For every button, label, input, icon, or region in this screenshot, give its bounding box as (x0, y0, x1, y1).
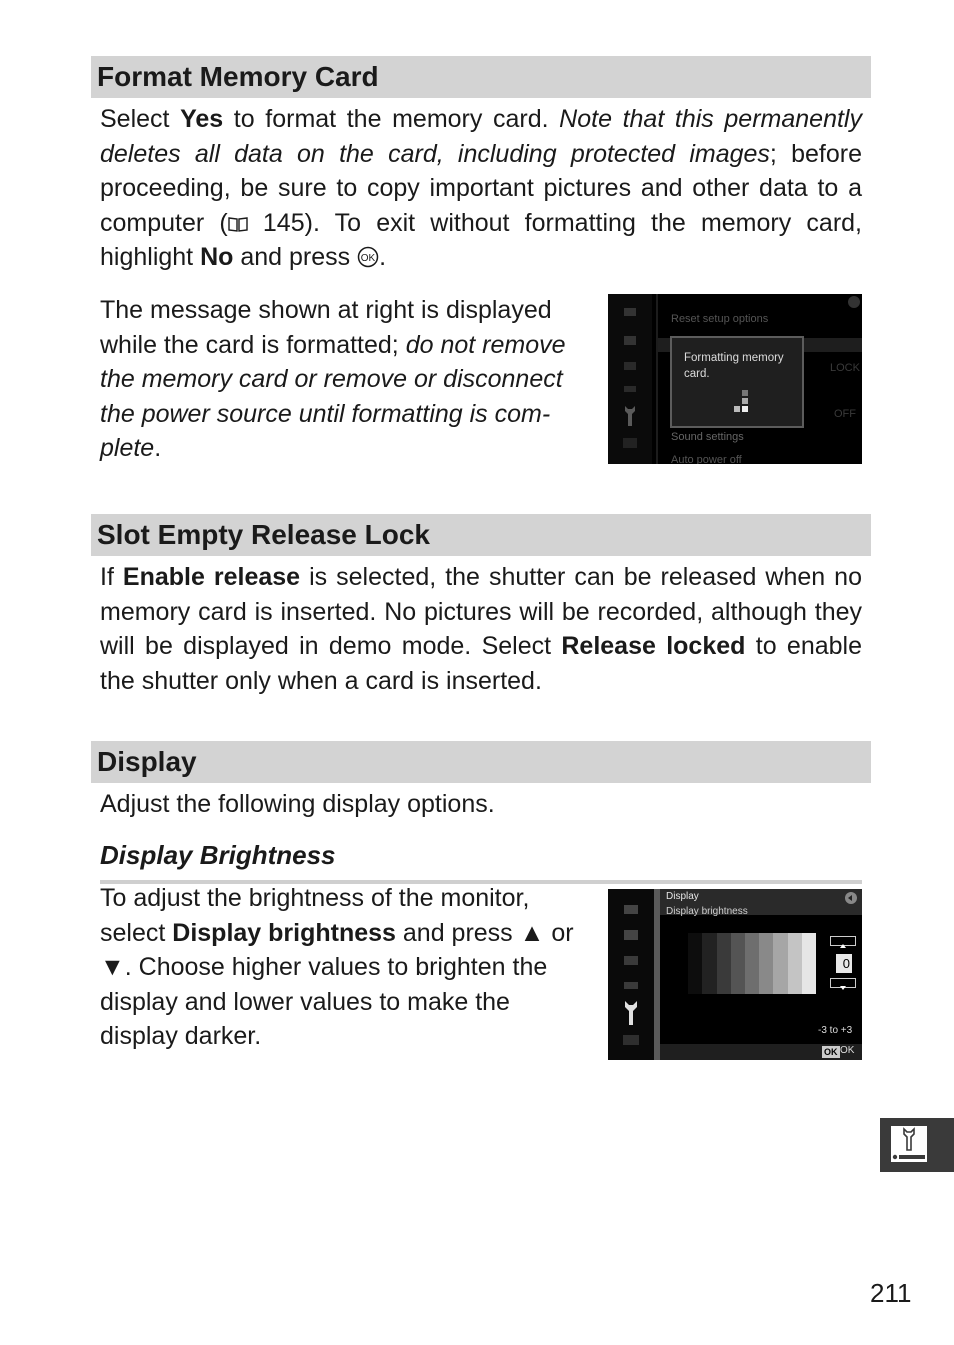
text: ). To exit without formatting the memory card, highlight (100, 208, 862, 272)
option-display-brightness: Display brightness (172, 918, 396, 947)
display-brightness-screen-image (608, 889, 862, 1060)
text: . (154, 434, 162, 463)
brightness-value: 0 (836, 954, 852, 973)
text: to enable the shutter only when a card is inserted. (100, 632, 862, 695)
menu-item-auto-power: Auto power off (671, 454, 742, 464)
menu-value-lock: LOCK (830, 362, 860, 374)
wrench-icon (623, 406, 637, 426)
ok-badge-icon: OK (824, 1047, 838, 1057)
down-arrow-icon: ▼ (100, 953, 125, 982)
movie-icon (624, 362, 636, 370)
increase-arrow-icon (830, 936, 856, 946)
movie-icon (624, 956, 638, 965)
option-release-locked: Release locked (561, 632, 746, 661)
text: The message shown at right is displayed while the card is formatted; (100, 296, 552, 359)
back-icon (844, 891, 858, 905)
option-no: No (200, 243, 234, 272)
text: to format the memory card. (223, 105, 560, 133)
format-paragraph (100, 102, 862, 275)
section-heading-slot-empty: Slot Empty Release Lock (91, 514, 871, 556)
menu-item-sound: Sound settings (671, 431, 744, 443)
screen-title: Display (666, 891, 699, 902)
subheading-display-brightness: Display Brightness (100, 840, 862, 884)
slot-empty-paragraph (100, 560, 862, 698)
warning-text: do not remove the memory card or remove or disconnect the power source until formatting is com-plete (100, 330, 566, 463)
playback-icon (624, 905, 638, 914)
menu-value-off: OFF (834, 408, 856, 420)
text: To adjust the brightness of the monitor, select (100, 884, 530, 947)
section-heading-display: Display (91, 741, 871, 783)
page-reference[interactable]: 145 (262, 208, 305, 237)
chapter-tab (880, 1118, 954, 1172)
text: is selected, the shutter can be released when no memory card is inserted. No pictures will be recorded, although they will be displayed in demo mode. Select (100, 563, 862, 661)
help-icon (848, 296, 860, 308)
svg-text:OK: OK (360, 253, 376, 265)
dialog-message: Formatting memory card. (684, 352, 784, 380)
ok-label: OK (840, 1045, 855, 1056)
network-icon (623, 438, 637, 448)
wrench-icon (623, 1001, 639, 1025)
section-heading-format: Format Memory Card (91, 56, 871, 98)
camera-icon (624, 336, 636, 345)
format-note-paragraph (100, 293, 592, 466)
text: and press (395, 918, 520, 947)
ok-button-icon (357, 243, 379, 265)
setup-wrench-icon (891, 1126, 927, 1162)
text: and press (233, 243, 358, 272)
text: . Choose higher values to brighten the display and lower values to make the display darker. (100, 953, 548, 1051)
range-label: -3 to +3 (818, 1025, 853, 1036)
progress-block (742, 406, 748, 412)
network-icon (623, 1035, 639, 1045)
option-yes: Yes (180, 105, 224, 133)
camera-icon (624, 930, 638, 940)
decrease-arrow-icon (830, 978, 856, 988)
display-intro: Adjust the following display options. (100, 790, 495, 818)
progress-block (734, 406, 740, 412)
menu-item-reset: Reset setup options (671, 313, 769, 325)
brightness-gray-scale (674, 933, 816, 994)
text: or (544, 918, 574, 947)
text: . (379, 243, 387, 272)
formatting-dialog (670, 336, 804, 428)
playback-icon (624, 308, 636, 316)
display-brightness-paragraph (100, 881, 592, 1054)
up-arrow-icon: ▲ (519, 918, 545, 947)
formatting-screen-image (608, 294, 862, 464)
retouch-icon (624, 386, 636, 392)
screen-subtitle: Display brightness (666, 906, 748, 917)
text: Select (100, 105, 181, 133)
text: ; before proceeding, be sure to copy important pictures and other data to a computer ( (100, 139, 863, 237)
progress-block (742, 390, 748, 396)
option-enable-release: Enable release (122, 563, 301, 591)
retouch-icon (624, 982, 638, 989)
warning-text: Note that this permanently deletes all data on the card, including protected images (100, 105, 862, 168)
page-number: 211 (870, 1278, 912, 1308)
progress-block (742, 398, 748, 404)
book-icon (228, 207, 248, 223)
text: If (100, 563, 123, 591)
